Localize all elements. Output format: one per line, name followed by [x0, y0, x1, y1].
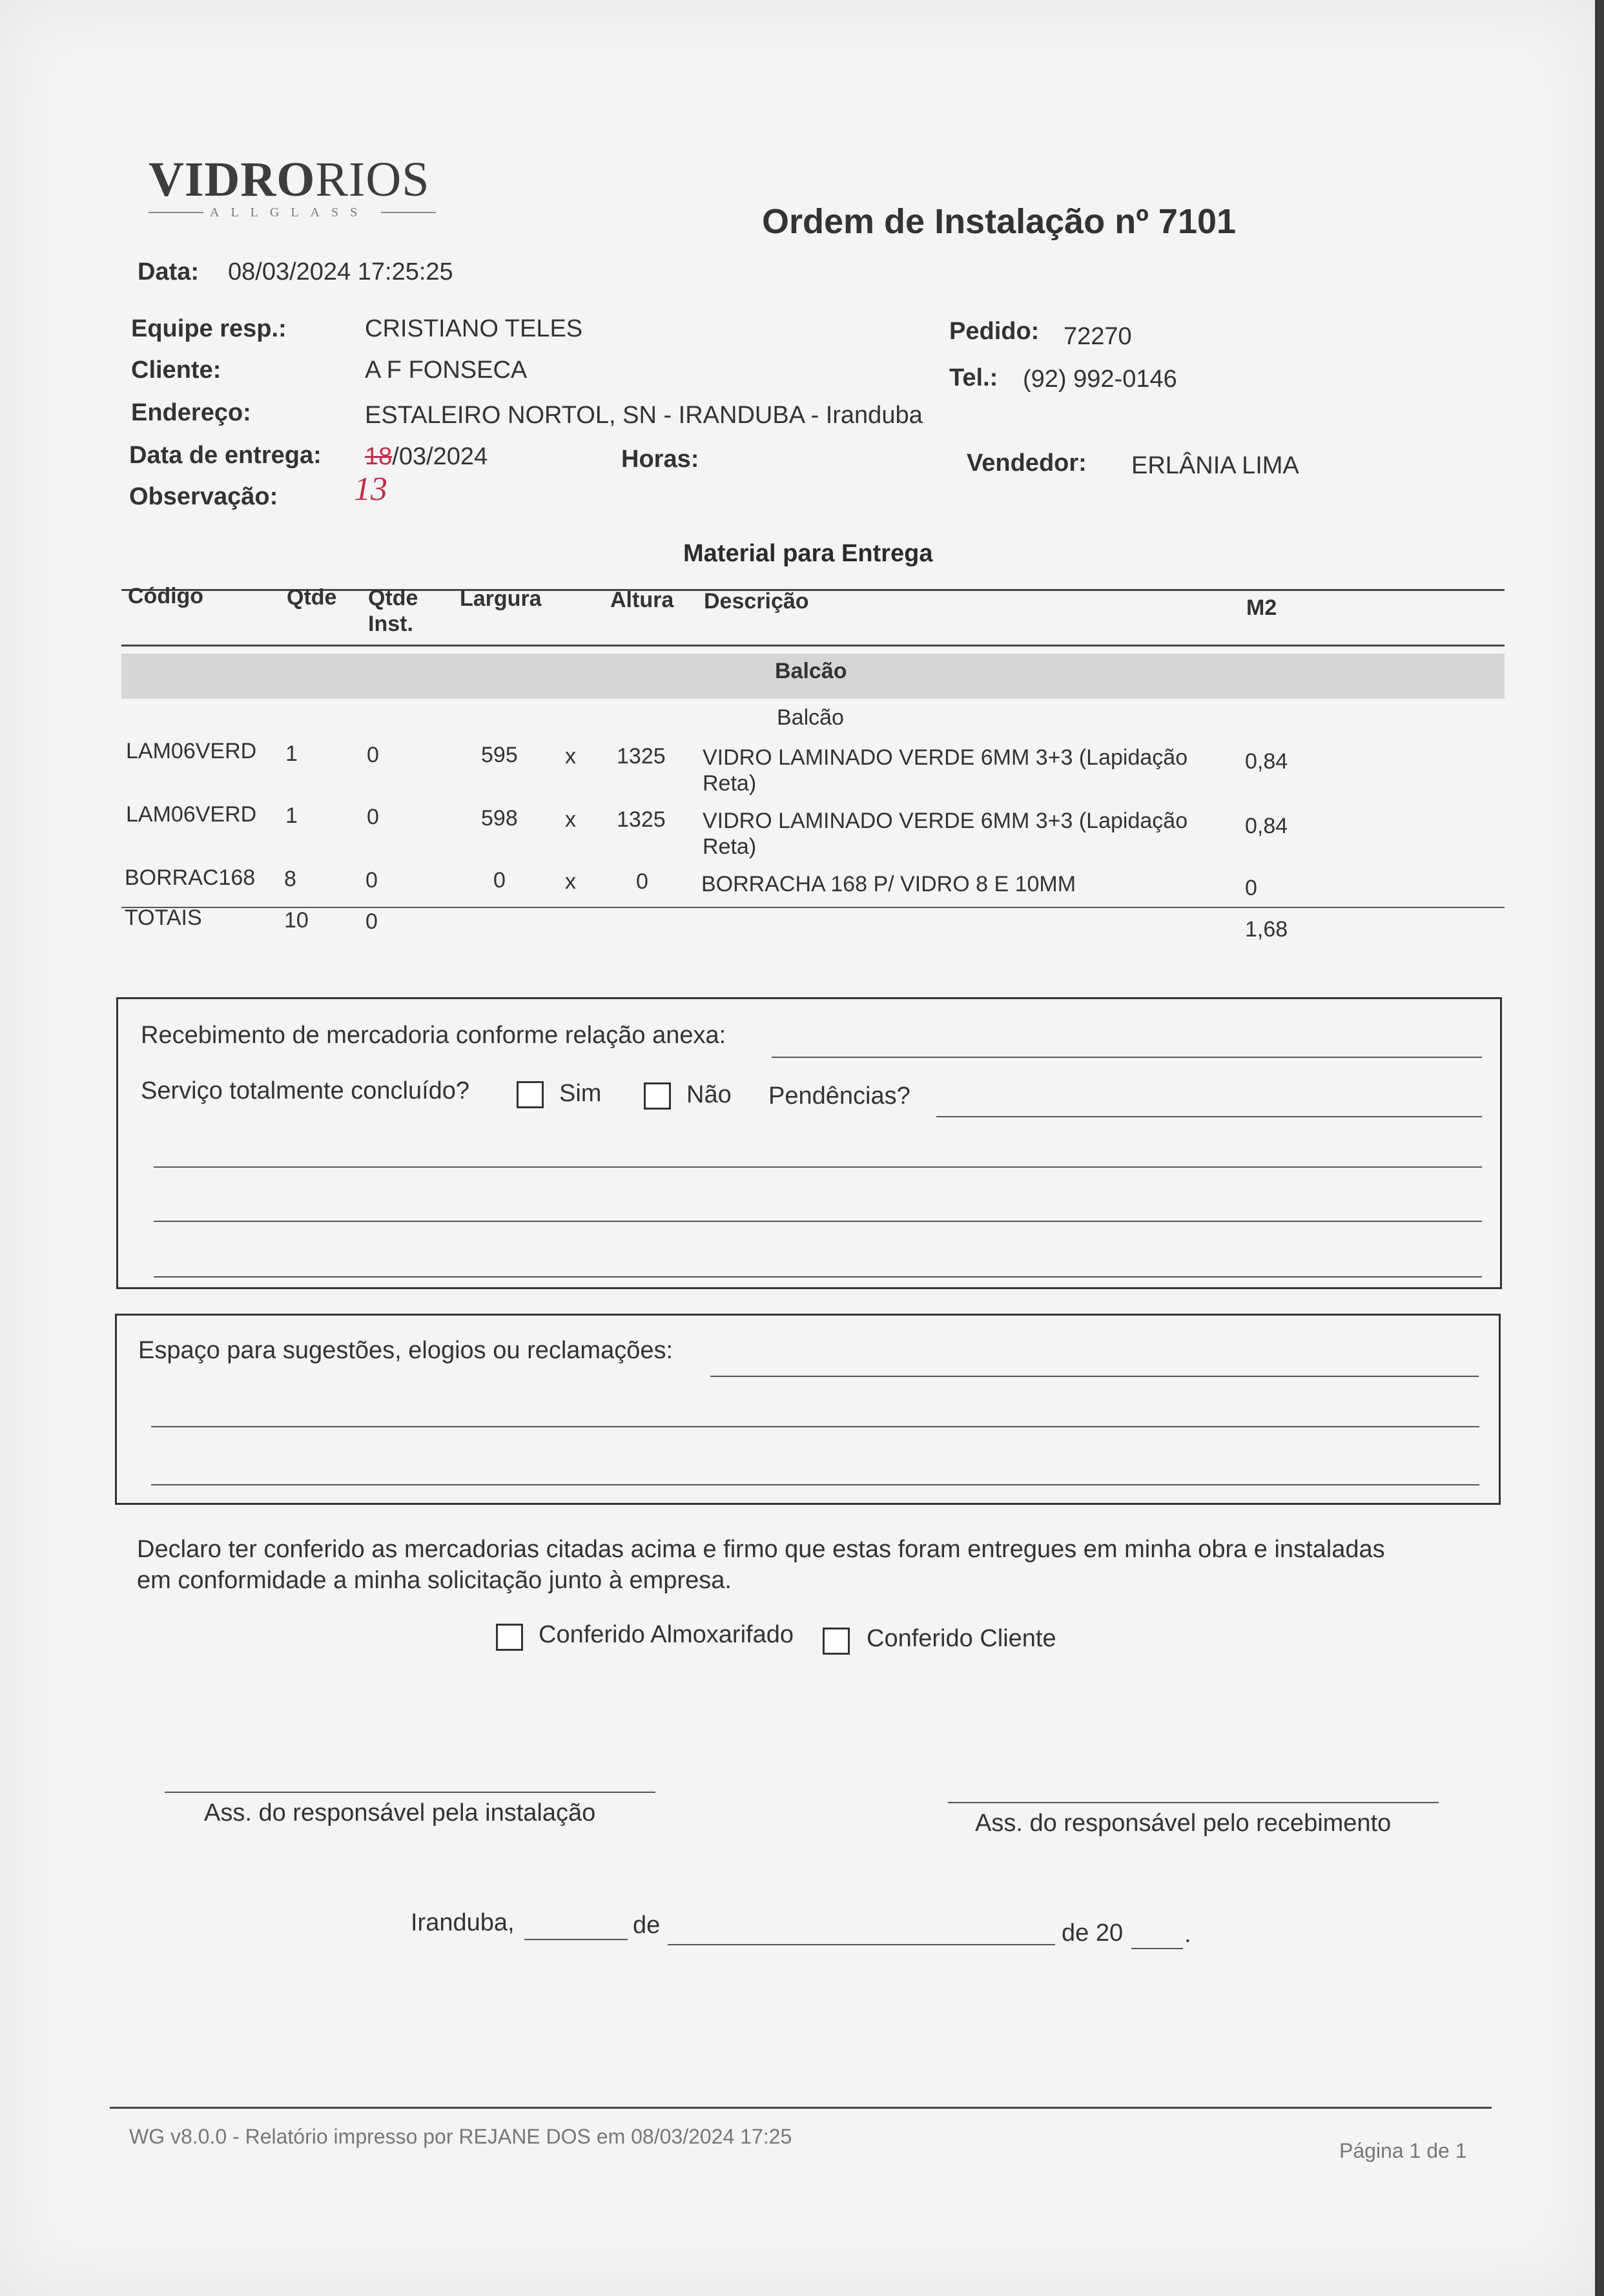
pedido-label: Pedido:: [949, 318, 1040, 345]
servico-text: Serviço totalmente concluído?: [141, 1077, 470, 1104]
row3-m2: 0: [1245, 876, 1257, 900]
de1-label: de: [633, 1912, 661, 1939]
conferido-cliente-checkbox[interactable]: [823, 1628, 850, 1655]
totais-qtde: 10: [284, 908, 309, 933]
company-logo: [149, 152, 433, 223]
logo-main-light: RIOS: [315, 152, 430, 207]
row1-altura: 1325: [617, 744, 666, 769]
row3-largura: 0: [493, 868, 506, 893]
table-header-rule: [121, 645, 1505, 646]
recebimento-line: [772, 1057, 1482, 1058]
sim-checkbox[interactable]: [517, 1081, 544, 1108]
row2-desc1: VIDRO LAMINADO VERDE 6MM 3+3 (Lapidação: [703, 809, 1188, 833]
horas-label: Horas:: [621, 446, 699, 473]
sugestoes-line: [710, 1376, 1479, 1377]
conferido-almoxarifado-label: Conferido Almoxarifado: [539, 1621, 794, 1648]
logo-main-bold: VIDRO: [149, 152, 316, 207]
totais-m2: 1,68: [1245, 917, 1288, 942]
cliente-value: A F FONSECA: [365, 357, 528, 384]
vendedor-value: ERLÂNIA LIMA: [1131, 452, 1299, 479]
writing-line-2: [154, 1221, 1482, 1222]
observacao-label: Observação:: [129, 483, 278, 510]
row3-x: x: [565, 869, 576, 894]
row3-codigo: BORRAC168: [125, 865, 256, 890]
row1-qtde: 1: [285, 741, 298, 766]
footer-rule: [110, 2107, 1492, 2109]
material-heading: Material para Entrega: [683, 540, 933, 567]
row3-desc1: BORRACHA 168 P/ VIDRO 8 E 10MM: [701, 872, 1076, 896]
page-title: Ordem de Instalação nº 7101: [762, 202, 1237, 241]
row2-m2: 0,84: [1245, 814, 1288, 838]
logo-sub: ALLGLASS: [210, 205, 369, 220]
sugestoes-writing-line-2: [151, 1484, 1479, 1485]
col-codigo: Código: [128, 584, 204, 608]
tel-value: (92) 992-0146: [1023, 366, 1177, 393]
equipe-label: Equipe resp.:: [131, 315, 287, 342]
row1-desc2: Reta): [703, 771, 757, 796]
sugestoes-text: Espaço para sugestões, elogios ou reclamações:: [138, 1337, 673, 1364]
totals-rule: [121, 907, 1505, 908]
vendedor-label: Vendedor:: [967, 450, 1087, 477]
recebimento-text: Recebimento de mercadoria conforme relação anexa:: [141, 1022, 726, 1049]
totais-label: TOTAIS: [125, 905, 202, 930]
subgroup-label: Balcão: [777, 705, 844, 730]
day-line: [524, 1939, 628, 1940]
row3-altura: 0: [636, 869, 648, 894]
col-qtde: Qtde: [287, 585, 337, 610]
sim-label: Sim: [559, 1080, 602, 1107]
writing-line-1: [154, 1166, 1482, 1168]
nao-label: Não: [686, 1081, 732, 1108]
entrega-label: Data de entrega:: [129, 442, 322, 469]
pedido-value: 72270: [1064, 323, 1132, 350]
endereco-label: Endereço:: [131, 399, 251, 426]
col-m2: M2: [1246, 595, 1277, 620]
sig-line-instalacao: [165, 1792, 655, 1793]
nao-checkbox[interactable]: [644, 1082, 671, 1110]
writing-line-3: [154, 1276, 1482, 1277]
entrega-day-struck: 18: [365, 443, 393, 470]
entrega-value: [365, 443, 488, 471]
declaracao-line1: Declaro ter conferido as mercadorias citadas acima e firmo que estas foram entregues em minha obra e instaladas: [137, 1536, 1385, 1563]
sig-instalacao-label: Ass. do responsável pela instalação: [204, 1799, 596, 1826]
row2-inst: 0: [367, 805, 379, 829]
pendencias-line: [936, 1116, 1482, 1117]
sugestoes-writing-line-1: [151, 1426, 1479, 1427]
col-qtde-inst: Qtde Inst.: [368, 586, 418, 636]
col-descricao: Descrição: [704, 589, 809, 614]
row3-inst: 0: [365, 868, 378, 893]
endereco-value: ESTALEIRO NORTOL, SN - IRANDUBA - Iranduba: [365, 402, 923, 429]
pendencias-label: Pendências?: [768, 1082, 910, 1110]
sig-line-recebimento: [948, 1802, 1439, 1803]
cidade-label: Iranduba,: [411, 1909, 515, 1936]
year-line: [1131, 1948, 1183, 1949]
footer-page-number: Página 1 de 1: [1339, 2139, 1467, 2162]
conferido-cliente-label: Conferido Cliente: [867, 1625, 1056, 1652]
tel-label: Tel.:: [949, 364, 998, 391]
conferido-almoxarifado-checkbox[interactable]: [496, 1624, 523, 1651]
row2-altura: 1325: [617, 807, 666, 832]
data-value: 08/03/2024 17:25:25: [228, 258, 453, 285]
row1-m2: 0,84: [1245, 749, 1288, 774]
row2-qtde: 1: [285, 803, 298, 828]
row2-x: x: [565, 807, 576, 832]
row2-desc2: Reta): [703, 834, 757, 859]
cliente-label: Cliente:: [131, 357, 221, 384]
col-largura: Largura: [460, 586, 542, 611]
row2-codigo: LAM06VERD: [126, 802, 257, 827]
row1-x: x: [565, 744, 576, 769]
group-label: Balcão: [775, 659, 847, 683]
row1-inst: 0: [367, 743, 379, 767]
footer-report-info: WG v8.0.0 - Relatório impresso por REJANE DOS em 08/03/2024 17:25: [129, 2125, 792, 2148]
row1-desc1: VIDRO LAMINADO VERDE 6MM 3+3 (Lapidação: [703, 745, 1188, 770]
sig-recebimento-label: Ass. do responsável pelo recebimento: [975, 1810, 1392, 1837]
data-label: Data:: [138, 258, 200, 285]
observacao-handwritten: 13: [354, 471, 387, 508]
row3-qtde: 8: [284, 867, 296, 891]
row2-largura: 598: [481, 806, 518, 831]
month-line: [668, 1944, 1055, 1945]
declaracao-line2: em conformidade a minha solicitação junto à empresa.: [137, 1567, 732, 1594]
local-period: .: [1184, 1921, 1191, 1948]
row1-largura: 595: [481, 743, 518, 767]
equipe-value: CRISTIANO TELES: [365, 315, 583, 342]
row1-codigo: LAM06VERD: [126, 739, 257, 763]
de2-label: de 20: [1062, 1919, 1124, 1947]
totais-inst: 0: [365, 909, 378, 934]
entrega-date: /03/2024: [392, 443, 488, 470]
col-altura: Altura: [610, 588, 674, 612]
